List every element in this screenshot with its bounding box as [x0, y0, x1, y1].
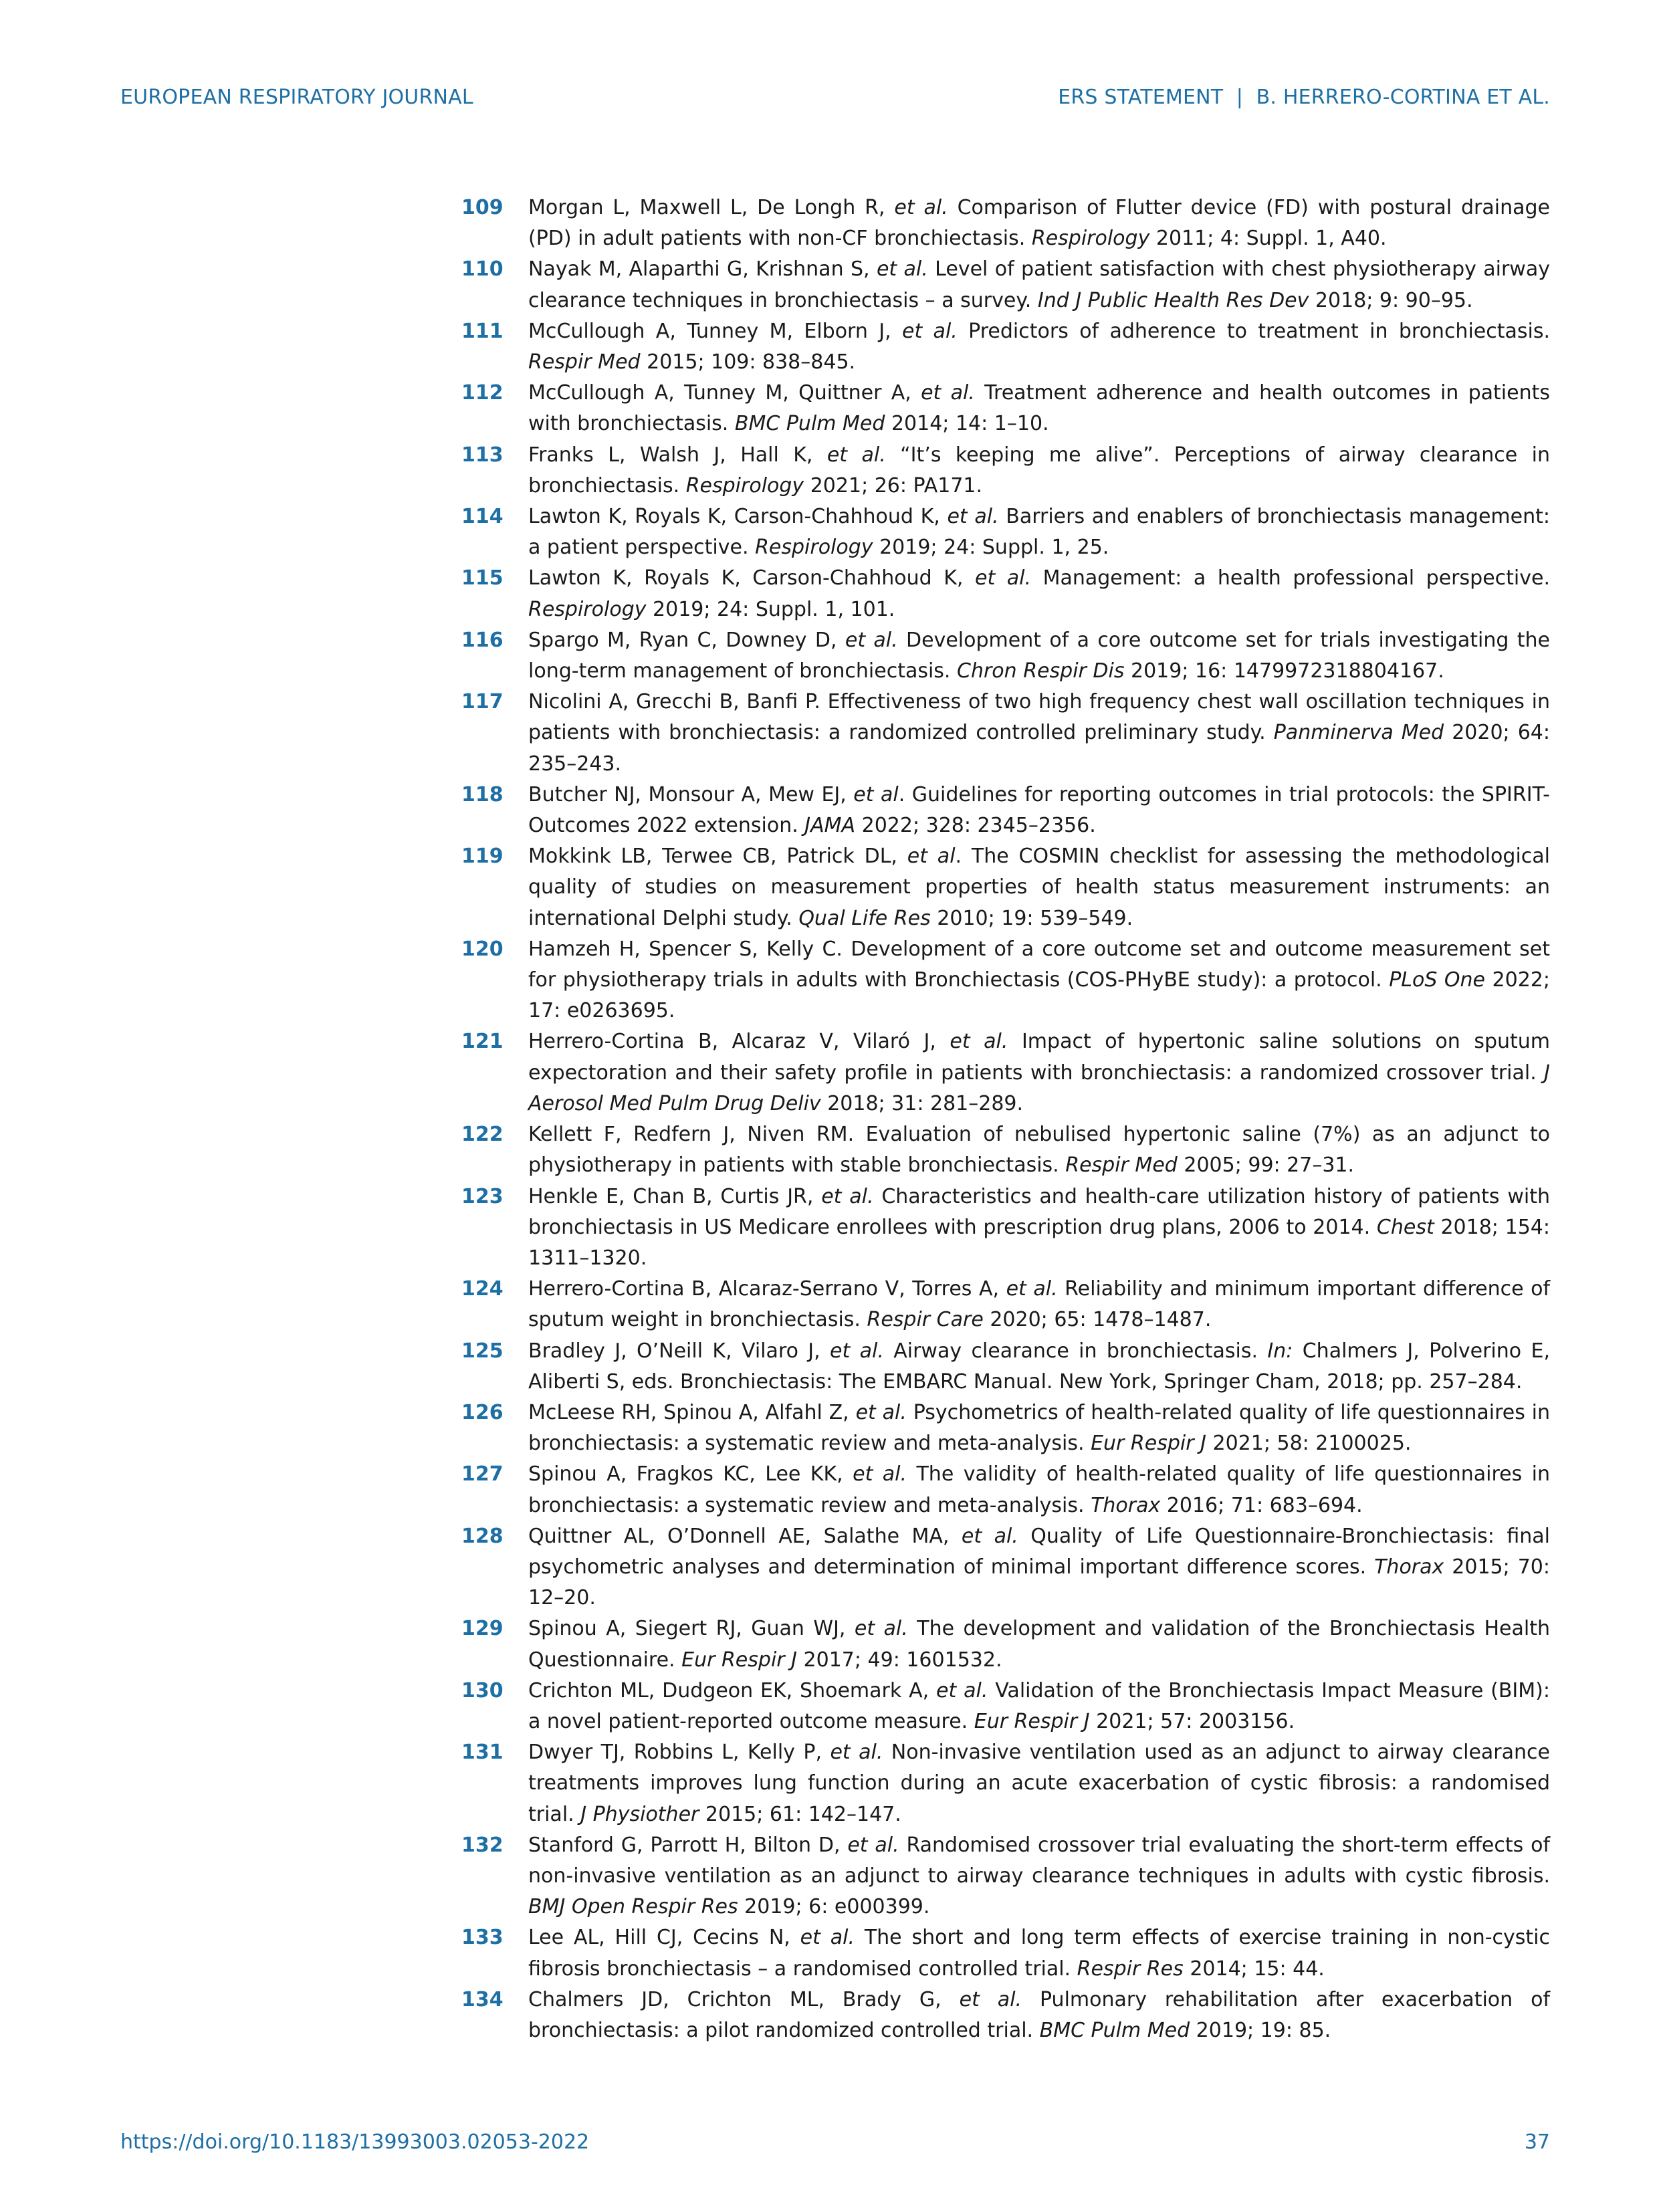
reference-number: 113 — [461, 443, 504, 467]
reference-authors: Nicolini A, Grecchi B, Banfi P. Effectiveness of two high frequency chest wall oscillation techniques in patients with bronchiectasis: a randomized controlled preliminary study. — [528, 690, 1550, 745]
reference-etal: et al. — [961, 1524, 1018, 1548]
reference-etal: et al. — [921, 381, 975, 405]
reference-etal: et al. — [947, 505, 999, 529]
running-header: ERS STATEMENT | B. HERRERO-CORTINA ET AL. — [1058, 86, 1550, 109]
reference-citation: 2019; 24: Suppl. 1, 25. — [873, 536, 1109, 560]
reference-number: 118 — [461, 782, 504, 806]
reference-journal: Chron Respir Dis — [957, 659, 1125, 683]
reference-title: Treatment adherence and health outcomes in patients with bronchiectasis. — [528, 381, 1550, 436]
reference-text — [528, 193, 1550, 254]
reference-citation: 2015; 109: 838–845. — [640, 350, 856, 374]
reference-text — [528, 440, 1550, 502]
reference-authors: McCullough A, Tunney M, Quittner A, — [528, 381, 921, 405]
reference-title: Development of a core outcome set for trials investigating the long-term management of bronchiectasis. — [528, 628, 1550, 683]
reference-item — [461, 841, 1550, 934]
reference-etal: et al — [907, 845, 956, 869]
reference-citation: 2020; 65: 1478–1487. — [983, 1308, 1212, 1332]
reference-number: 128 — [461, 1524, 504, 1548]
reference-authors: Chalmers JD, Crichton ML, Brady G, — [528, 1987, 960, 2011]
reference-journal: Respir Med — [528, 350, 641, 374]
reference-citation: 2019; 24: Suppl. 1, 101. — [646, 597, 895, 621]
reference-item — [461, 316, 1550, 378]
reference-citation: 2016; 71: 683–694. — [1160, 1493, 1363, 1517]
reference-item — [461, 1459, 1550, 1521]
reference-citation: 2010; 19: 539–549. — [930, 906, 1133, 930]
reference-item — [461, 934, 1550, 1027]
reference-authors: Crichton ML, Dudgeon EK, Shoemark A, — [528, 1678, 937, 1702]
reference-text — [528, 378, 1550, 439]
reference-authors: Spinou A, Fragkos KC, Lee KK, — [528, 1462, 853, 1486]
reference-journal: Eur Respir J — [1091, 1432, 1206, 1456]
reference-citation: 2011; 4: Suppl. 1, A40. — [1149, 227, 1387, 251]
reference-item — [461, 1922, 1550, 1984]
reference-title: Barriers and enablers of bronchiectasis management: a patient perspective. — [528, 505, 1550, 560]
reference-citation: 2020; 64: 235–243. — [528, 721, 1551, 776]
reference-title: The short and long term effects of exercise training in non-cystic fibrosis bronchiectasis – a randomised controlled trial. — [528, 1926, 1551, 1981]
reference-authors: Henkle E, Chan B, Curtis JR, — [528, 1184, 822, 1208]
reference-number: 115 — [461, 566, 504, 590]
reference-text — [528, 1398, 1550, 1459]
reference-text — [528, 1676, 1550, 1737]
reference-citation: 2018; 154: 1311–1320. — [528, 1215, 1550, 1270]
reference-item — [461, 687, 1550, 780]
reference-citation: 2019; 16: 1479972318804167. — [1124, 659, 1444, 683]
reference-number: 116 — [461, 628, 504, 652]
reference-text — [528, 1922, 1550, 1984]
reference-authors: Lawton K, Royals K, Carson-Chahhoud K, — [528, 505, 948, 529]
reference-number: 109 — [461, 196, 504, 219]
reference-number: 125 — [461, 1339, 504, 1363]
reference-number: 114 — [461, 505, 504, 529]
reference-citation: 2021; 57: 2003156. — [1089, 1709, 1295, 1733]
reference-etal: et al. — [950, 1030, 1008, 1054]
reference-text — [528, 1614, 1550, 1675]
reference-etal: et al. — [853, 1462, 907, 1486]
reference-number: 129 — [461, 1617, 504, 1641]
reference-text — [528, 1119, 1550, 1181]
reference-title: Randomised crossover trial evaluating the short-term effects of non-invasive ventilation as an adjunct to airway clearance techniques in adults with cystic fibrosis. — [528, 1833, 1551, 1888]
reference-item — [461, 378, 1550, 439]
reference-title: Pulmonary rehabilitation after exacerbation of bronchiectasis: a pilot randomized controlled trial. — [528, 1987, 1551, 2042]
reference-journal: Eur Respir J — [681, 1648, 797, 1672]
reference-authors: Spargo M, Ryan C, Downey D, — [528, 628, 845, 652]
reference-item — [461, 1026, 1550, 1119]
reference-number: 130 — [461, 1678, 504, 1702]
reference-authors: Bradley J, O’Neill K, Vilaro J, — [528, 1339, 831, 1363]
reference-item — [461, 1985, 1550, 2046]
reference-citation: 2019; 19: 85. — [1190, 2018, 1331, 2042]
reference-title: Impact of hypertonic saline solutions on sputum expectoration and their safety profile in patients with bronchiectasis: a randomized crossover trial. — [528, 1030, 1551, 1085]
reference-title: Level of patient satisfaction with chest physiotherapy airway clearance techniques in bronchiectasis – a survey. — [528, 257, 1550, 312]
reference-title: Characteristics and health-care utilization history of patients with bronchiectasis in US Medicare enrollees with prescription drug plans, 2006 to 2014. — [528, 1184, 1550, 1239]
reference-text — [528, 1026, 1550, 1119]
reference-citation: 2021; 58: 2100025. — [1206, 1432, 1412, 1456]
reference-citation: 2018; 31: 281–289. — [820, 1091, 1024, 1115]
reference-text — [528, 502, 1550, 563]
reference-journal: Thorax — [1374, 1555, 1444, 1579]
reference-number: 131 — [461, 1741, 504, 1765]
reference-journal: BMC Pulm Med — [734, 412, 885, 436]
reference-title: The validity of health-related quality of life questionnaires in bronchiectasis: a systematic review and meta-analysis. — [528, 1462, 1551, 1517]
reference-item — [461, 193, 1550, 254]
reference-journal: Chest — [1376, 1215, 1434, 1239]
reference-number: 121 — [461, 1030, 504, 1054]
reference-item — [461, 1614, 1550, 1675]
reference-title: Airway clearance in bronchiectasis. — [883, 1339, 1268, 1363]
reference-item — [461, 625, 1550, 687]
reference-text — [528, 316, 1550, 378]
reference-item — [461, 1274, 1550, 1335]
reference-text — [528, 841, 1550, 934]
reference-text — [528, 1521, 1550, 1614]
reference-number: 124 — [461, 1277, 504, 1301]
reference-text — [528, 1737, 1550, 1830]
reference-journal: Eur Respir J — [974, 1709, 1090, 1733]
reference-title: Quality of Life Questionnaire-Bronchiectasis: final psychometric analyses and determination of minimal important difference scores. — [528, 1524, 1551, 1579]
reference-title: The development and validation of the Bronchiectasis Health Questionnaire. — [528, 1617, 1550, 1672]
reference-journal: Thorax — [1091, 1493, 1161, 1517]
reference-journal: In: — [1267, 1339, 1293, 1363]
reference-text — [528, 1830, 1550, 1923]
reference-text — [528, 1336, 1550, 1398]
reference-authors: Lee AL, Hill CJ, Cecins N, — [528, 1926, 800, 1950]
reference-text — [528, 1459, 1550, 1521]
reference-title: Validation of the Bronchiectasis Impact Measure (BIM): a novel patient-reported outcome measure. — [528, 1678, 1550, 1733]
reference-etal: et al. — [845, 628, 898, 652]
reference-title: “It’s keeping me alive”. Perceptions of airway clearance in bronchiectasis. — [528, 443, 1551, 497]
reference-citation: 2014; 14: 1–10. — [885, 412, 1049, 436]
reference-citation: 2022; 17: e0263695. — [528, 968, 1550, 1023]
reference-number: 110 — [461, 257, 504, 282]
reference-item — [461, 1336, 1550, 1398]
reference-title: . The COSMIN checklist for assessing the methodological quality of studies on measurement properties of health status measurement instruments: an international Delphi study. — [528, 845, 1550, 930]
reference-text — [528, 563, 1550, 625]
journal-name: EUROPEAN RESPIRATORY JOURNAL — [120, 86, 473, 109]
reference-number: 127 — [461, 1462, 504, 1486]
reference-journal: J Aerosol Med Pulm Drug Deliv — [528, 1061, 1550, 1115]
reference-citation: 2017; 49: 1601532. — [797, 1648, 1002, 1672]
reference-etal: et al. — [974, 566, 1032, 590]
reference-item — [461, 1398, 1550, 1459]
page-number: 37 — [1524, 2130, 1550, 2154]
reference-etal: et al. — [830, 1741, 883, 1765]
reference-journal: Ind J Public Health Res Dev — [1037, 288, 1309, 312]
reference-authors: Franks L, Walsh J, Hall K, — [528, 443, 827, 467]
reference-citation: 2021; 26: PA171. — [804, 473, 983, 497]
reference-citation: 2015; 61: 142–147. — [699, 1802, 901, 1826]
reference-number: 122 — [461, 1123, 504, 1147]
reference-title: Management: a health professional perspective. — [1031, 566, 1550, 590]
reference-authors: McCullough A, Tunney M, Elborn J, — [528, 319, 902, 343]
reference-item — [461, 563, 1550, 625]
reference-journal: BMJ Open Respir Res — [528, 1895, 738, 1919]
reference-title: Non-invasive ventilation used as an adjunct to airway clearance treatments improves lung function during an acute exacerbation of cystic fibrosis: a randomised trial. — [528, 1741, 1550, 1826]
reference-etal: et al. — [855, 1400, 907, 1424]
reference-authors: Kellett F, Redfern J, Niven RM. Evaluation of nebulised hypertonic saline (7%) as an adjunct to physiotherapy in patients with stable bronchiectasis. — [528, 1123, 1550, 1178]
reference-etal: et al. — [800, 1926, 855, 1950]
reference-number: 133 — [461, 1926, 504, 1950]
reference-authors: Nayak M, Alaparthi G, Krishnan S, — [528, 257, 877, 282]
reference-text — [528, 780, 1550, 841]
reference-authors: Hamzeh H, Spencer S, Kelly C. Development of a core outcome set and outcome measurement set for physiotherapy trials in adults with Bronchiectasis (COS-PHyBE study): a protocol. — [528, 937, 1550, 992]
reference-number: 126 — [461, 1400, 504, 1424]
reference-text — [528, 1274, 1550, 1335]
reference-citation: 2014; 15: 44. — [1183, 1957, 1325, 1981]
reference-title: Psychometrics of health-related quality of life questionnaires in bronchiectasis: a systematic review and meta-analysis. — [528, 1400, 1551, 1456]
reference-authors: Herrero-Cortina B, Alcaraz V, Vilaró J, — [528, 1030, 950, 1054]
reference-text — [528, 625, 1550, 687]
reference-number: 112 — [461, 381, 504, 405]
reference-journal: J Physiother — [580, 1802, 699, 1826]
reference-citation: 2022; 328: 2345–2356. — [855, 814, 1096, 838]
reference-journal: Respirology — [755, 536, 873, 560]
reference-etal: et al. — [821, 1184, 874, 1208]
reference-journal: Panminerva Med — [1273, 721, 1444, 745]
reference-number: 117 — [461, 690, 504, 714]
reference-item — [461, 440, 1550, 502]
reference-etal: et al — [853, 782, 899, 806]
reference-number: 120 — [461, 937, 504, 961]
reference-journal: Respir Care — [867, 1308, 984, 1332]
reference-journal: Respir Med — [1065, 1153, 1178, 1178]
reference-list — [461, 193, 1550, 2046]
reference-citation: 2019; 6: e000399. — [738, 1895, 930, 1919]
reference-title: Predictors of adherence to treatment in bronchiectasis. — [957, 319, 1551, 343]
reference-authors: Quittner AL, O’Donnell AE, Salathe MA, — [528, 1524, 962, 1548]
reference-authors: Butcher NJ, Monsour A, Mew EJ, — [528, 782, 854, 806]
reference-etal: et al. — [847, 1833, 899, 1857]
reference-etal: et al. — [854, 1617, 908, 1641]
reference-number: 132 — [461, 1833, 504, 1857]
reference-etal: et al. — [826, 443, 886, 467]
reference-item — [461, 1676, 1550, 1737]
reference-item — [461, 502, 1550, 563]
reference-etal: et al. — [901, 319, 958, 343]
reference-journal: Respir Res — [1077, 1957, 1184, 1981]
doi-link[interactable]: https://doi.org/10.1183/13993003.02053-2022 — [120, 2130, 590, 2154]
reference-text — [528, 1985, 1550, 2046]
reference-citation: Chalmers J, Polverino E, Aliberti S, eds. Bronchiectasis: The EMBARC Manual. New York, Springer Cham, 2018; pp. 257–284. — [528, 1339, 1550, 1394]
reference-authors: Stanford G, Parrott H, Bilton D, — [528, 1833, 848, 1857]
reference-number: 123 — [461, 1184, 504, 1208]
reference-authors: Herrero-Cortina B, Alcaraz-Serrano V, Torres A, — [528, 1277, 1006, 1301]
reference-etal: et al. — [959, 1987, 1022, 2011]
reference-item — [461, 1830, 1550, 1923]
reference-etal: et al. — [1006, 1277, 1058, 1301]
reference-title: Comparison of Flutter device (FD) with postural drainage (PD) in adult patients with non-CF bronchiectasis. — [528, 196, 1550, 251]
reference-etal: et al. — [936, 1678, 988, 1702]
reference-number: 111 — [461, 319, 504, 343]
reference-number: 134 — [461, 1987, 504, 2011]
reference-item — [461, 254, 1550, 316]
reference-citation: 2018; 9: 90–95. — [1309, 288, 1473, 312]
reference-authors: Lawton K, Royals K, Carson-Chahhoud K, — [528, 566, 975, 590]
reference-authors: McLeese RH, Spinou A, Alfahl Z, — [528, 1400, 856, 1424]
reference-title: . Guidelines for reporting outcomes in trial protocols: the SPIRIT-Outcomes 2022 extension. — [528, 782, 1550, 838]
reference-authors: Spinou A, Siegert RJ, Guan WJ, — [528, 1617, 855, 1641]
reference-citation: 2005; 99: 27–31. — [1177, 1153, 1355, 1178]
reference-citation: 2015; 70: 12–20. — [528, 1555, 1550, 1610]
reference-text — [528, 254, 1550, 316]
reference-item — [461, 1737, 1550, 1830]
reference-journal: Qual Life Res — [798, 906, 931, 930]
reference-journal: BMC Pulm Med — [1039, 2018, 1190, 2042]
reference-journal: Respirology — [528, 597, 647, 621]
reference-item — [461, 1521, 1550, 1614]
reference-authors: Morgan L, Maxwell L, De Longh R, — [528, 196, 895, 219]
reference-item — [461, 1119, 1550, 1181]
reference-etal: et al. — [894, 196, 948, 219]
reference-journal: Respirology — [1031, 227, 1150, 251]
reference-etal: et al. — [830, 1339, 884, 1363]
reference-item — [461, 780, 1550, 841]
reference-authors: Mokkink LB, Terwee CB, Patrick DL, — [528, 845, 907, 869]
reference-text — [528, 687, 1550, 780]
reference-journal: Respirology — [685, 473, 804, 497]
reference-text — [528, 1182, 1550, 1275]
reference-journal: JAMA — [804, 814, 856, 838]
reference-number: 119 — [461, 845, 504, 869]
reference-etal: et al. — [876, 257, 928, 282]
reference-title: Reliability and minimum important difference of sputum weight in bronchiectasis. — [528, 1277, 1551, 1332]
reference-item — [461, 1182, 1550, 1275]
reference-text — [528, 934, 1550, 1027]
reference-journal: PLoS One — [1389, 968, 1486, 992]
reference-authors: Dwyer TJ, Robbins L, Kelly P, — [528, 1741, 831, 1765]
